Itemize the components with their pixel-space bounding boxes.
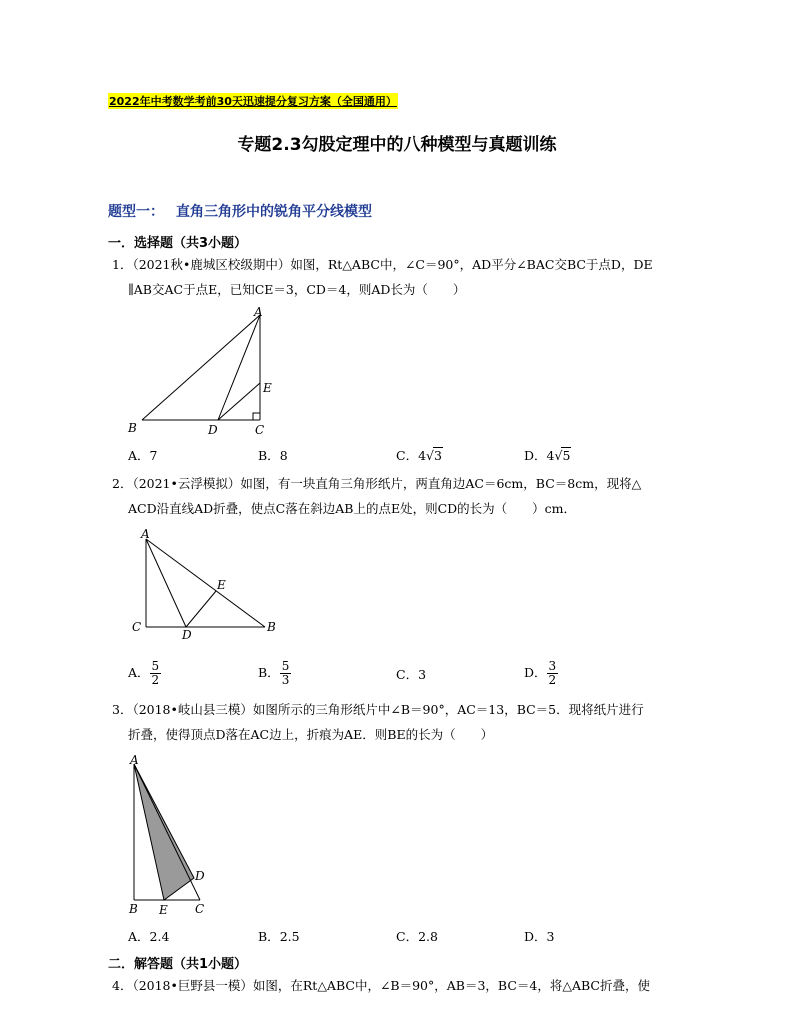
- q2-option-b: B． $\frac{5}{3}$: [258, 659, 290, 687]
- header-tag: 2022年中考数学考前30天迅速提分复习方案（全国通用）: [109, 95, 397, 108]
- question-3-line-2: 折叠，使得顶点D落在AC边上，折痕为AE．则BE的长为（ ）: [128, 727, 494, 742]
- page-title: 专题2.3勾股定理中的八种模型与真题训练: [237, 135, 557, 155]
- q2-label-e: E: [217, 578, 226, 592]
- question-2-line-2: ACD沿直线AD折叠，使点C落在斜边AB上的点E处，则CD的长为（ ）cm．: [128, 501, 577, 516]
- q1-option-c: C．4√3: [396, 448, 442, 463]
- q2-option-a: A． $\frac{5}{2}$: [128, 659, 160, 687]
- q3-option-b: B．2.5: [258, 929, 300, 944]
- q3-label-c: C: [195, 902, 205, 916]
- q3-folded-region: [134, 764, 194, 900]
- q2-label-d: D: [182, 628, 192, 642]
- q3-label-d: D: [195, 869, 205, 883]
- q1-label-b: B: [128, 421, 137, 435]
- type-section-name: 直角三角形中的锐角平分线模型: [176, 204, 372, 220]
- q2-label-a: A: [141, 527, 150, 541]
- q3-option-c: C．2.8: [396, 929, 438, 944]
- question-2-line-1: 2．（2021•云浮模拟）如图，有一块直角三角形纸片，两直角边AC＝6cm，BC＝8cm，现将△: [112, 476, 642, 491]
- q3-label-b: B: [129, 902, 138, 916]
- type-section-label: 题型一：: [108, 204, 164, 220]
- q1-option-d: D．4√5: [524, 448, 571, 463]
- q2-label-b: B: [267, 620, 276, 634]
- choice-section-heading: 一．选择题（共3小题）: [108, 236, 248, 251]
- q1-option-a: A．7: [128, 448, 158, 463]
- q3-option-d: D．3: [524, 929, 555, 944]
- question-1-figure: [120, 305, 290, 440]
- question-1-line-1: 1．（2021秋•鹿城区校级期中）如图，Rt△ABC中，∠C＝90°，AD平分∠BAC交BC于点D，DE: [112, 257, 653, 272]
- type-section-title: [108, 201, 372, 221]
- q1-option-b: B．8: [258, 448, 288, 463]
- q1-label-c: C: [255, 423, 265, 437]
- q1-label-d: D: [208, 423, 218, 437]
- question-2-figure: [128, 525, 288, 643]
- q2-label-c: C: [132, 620, 142, 634]
- q3-option-a: A．2.4: [128, 929, 170, 944]
- q2-option-c: C．3: [396, 667, 427, 682]
- question-3-line-1: 3．（2018•岐山县三模）如图所示的三角形纸片中∠B＝90°，AC＝13，BC＝5．现将纸片进行: [112, 702, 644, 717]
- q1-label-a: A: [254, 305, 263, 319]
- question-3-figure: [124, 752, 224, 918]
- q1-label-e: E: [263, 381, 272, 395]
- q3-label-a: A: [130, 753, 139, 767]
- question-4-line-1: 4．（2018•巨野县一模）如图，在Rt△ABC中，∠B＝90°，AB＝3，BC＝4，将△ABC折叠，使: [112, 978, 650, 993]
- q2-option-d: D． $\frac{3}{2}$: [524, 659, 557, 687]
- q3-label-e: E: [159, 903, 168, 917]
- question-1-line-2: ∥AB交AC于点E，已知CE＝3，CD＝4，则AD长为（ ）: [128, 282, 466, 297]
- answer-section-heading: 二．解答题（共1小题）: [108, 957, 248, 972]
